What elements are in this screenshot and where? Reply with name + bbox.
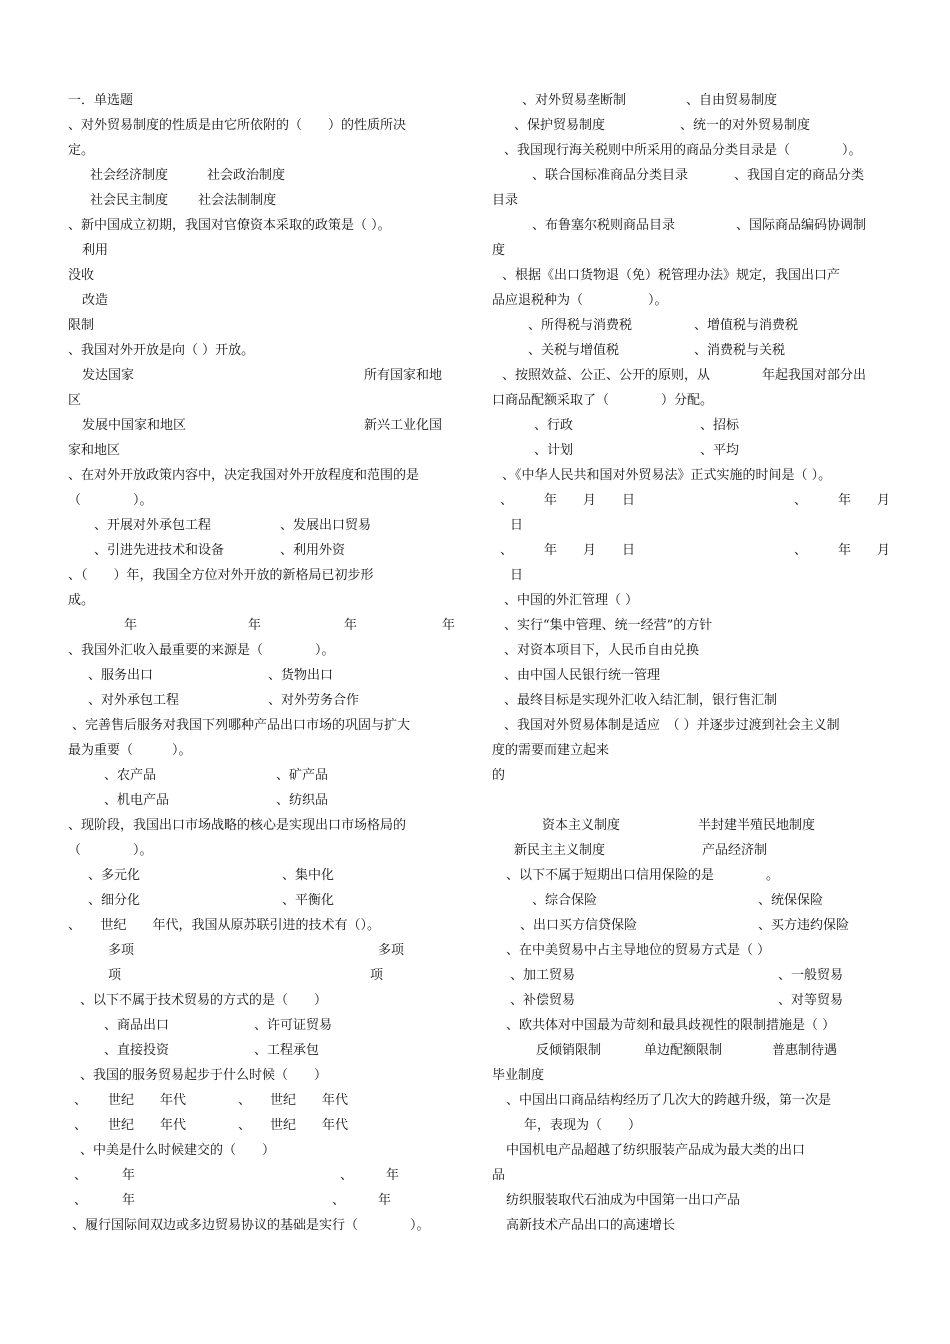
right-column [492,88,891,1238]
question-line: 度的需要而建立起来 [492,743,610,758]
option-line: 、 年 、 年 [74,1193,392,1208]
option-line: 目录 [492,193,519,208]
question-line: 最为重要（ ）。 [68,743,192,758]
question-line: 、中美是什么时候建交的（ ） [80,1143,276,1158]
question-line: 、以下不属于技术贸易的方式的是（ ） [80,993,328,1008]
option-line: 、综合保险 、统保保险 [532,893,824,908]
option-line: 、关税与增值税 、消费税与关税 [528,343,786,358]
question-line: 的 [492,768,506,783]
blank-line [492,788,884,813]
question-line: 、我国对外贸易体制是适应 （ ）并逐步过渡到社会主义制 [504,718,840,733]
option-line: 、所得税与消费税 、增值税与消费税 [528,318,799,333]
option-line: 资本主义制度 半封建半殖民地制度 [542,818,816,833]
option-line: 项 项 [108,968,384,983]
option-line: 区 [68,393,82,408]
question-line: 、欧共体对中国最为苛刻和最具歧视性的限制措施是（ ） [506,1018,836,1033]
option-line: 、加工贸易 、一般贸易 [510,968,844,983]
option-line: 、机电产品 、纺织品 [104,793,329,808]
option-line: 度 [492,243,506,258]
option-line: 、对外承包工程 、对外劳务合作 [88,693,360,708]
option-line: 、计划 、平均 [534,443,740,458]
option-line: 、由中国人民银行统一管理 [504,668,661,683]
question-line: 、我国外汇收入最重要的来源是（ ）。 [68,643,335,658]
option-line: 、 世纪 年代 、 世纪 年代 [74,1093,349,1108]
question-line: 、中国出口商品结构经历了几次大的跨越升级，第一次是 [506,1093,832,1108]
option-line: 、服务出口 、货物出口 [88,668,334,683]
option-line: 、补偿贸易 、对等贸易 [510,993,844,1008]
option-line: 发达国家 所有国家和地 [82,368,443,383]
option-line: 没收 [68,268,95,283]
option-line: 日 [510,518,524,533]
option-line: 高新技术产品出口的高速增长 [506,1218,676,1233]
question-line: 、完善售后服务对我国下列哪种产品出口市场的巩固与扩大 [72,718,411,733]
question-line: 年，表现为（ ） [524,1118,642,1133]
question-line: 定。 [68,143,95,158]
option-line: 、行政 、招标 [534,418,740,433]
option-line: 改造 [82,293,109,308]
option-line: 、农产品 、矿产品 [104,768,329,783]
option-line: 、 年 、 年 [74,1168,400,1183]
option-line: 毕业制度 [492,1068,545,1083]
question-line: 、新中国成立初期，我国对官僚资本采取的政策是（ ）。 [68,218,391,233]
option-line: 、开展对外承包工程 、发展出口贸易 [94,518,372,533]
option-line: 、多元化 、集中化 [88,868,335,883]
question-line: 、以下不属于短期出口信用保险的是 。 [506,868,780,883]
section-heading: 一．单选题 [68,93,134,108]
question-line: 、对外贸易制度的性质是由它所依附的（ ）的性质所决 [68,118,407,133]
question-line: 、履行国际间双边或多边贸易协议的基础是实行（ ）。 [72,1218,430,1233]
question-line: （ ）。 [68,843,153,858]
question-line: 成。 [68,593,95,608]
question-line: 、《中华人民共和国对外贸易法》正式实施的时间是（ ）。 [502,468,832,483]
option-line: 、出口买方信贷保险 、买方违约保险 [520,918,850,933]
question-line: 、在对外开放政策内容中，决定我国对外开放程度和范围的是 [68,468,420,483]
option-line: 中国机电产品超越了纺织服装产品成为最大类的出口 [506,1143,806,1158]
option-line: 品 [492,1168,506,1183]
option-line: 、直接投资 、工程承包 [104,1043,320,1058]
question-line: （ ）。 [68,493,153,508]
question-line: 、在中美贸易中占主导地位的贸易方式是（ ） [506,943,771,958]
option-line: 社会民主制度 社会法制制度 [90,193,277,208]
question-line: 、现阶段，我国出口市场战略的核心是实现出口市场格局的 [68,818,407,833]
option-line: 、引进先进技术和设备 、利用外资 [94,543,346,558]
option-line: 新民主主义制度 产品经济制 [514,843,768,858]
option-line: 发展中国家和地区 新兴工业化国 [82,418,443,433]
option-line: 、 年 月 日 、 年 月 [500,543,891,558]
question-line: 、按照效益、公正、公开的原则，从 年起我国对部分出 [502,368,867,383]
option-line: 年 年 年 年 [124,618,456,633]
option-line: 、 世纪 年代 、 世纪 年代 [74,1118,349,1133]
option-line: 、细分化 、平衡化 [88,893,335,908]
question-line: 、我国现行海关税则中所采用的商品分类目录是（ ）。 [504,143,862,158]
question-line: 、我国的服务贸易起步于什么时候（ ） [80,1068,328,1083]
question-line: 、（ ）年，我国全方位对外开放的新格局已初步形 [68,568,374,583]
question-line: 、我国对外开放是向（ ）开放。 [68,343,255,358]
option-line: 纺织服装取代石油成为中国第一出口产品 [506,1193,741,1208]
option-line: 多项 多项 [108,943,405,958]
option-line: 、实行“集中管理、统一经营”的方针 [504,618,713,633]
question-line: 、根据《出口货物退（免）税管理办法》规定，我国出口产 [502,268,841,283]
option-line: 限制 [68,318,95,333]
option-line: 、保护贸易制度 、统一的对外贸易制度 [514,118,811,133]
option-line: 、布鲁塞尔税则商品目录 、国际商品编码协调制 [532,218,867,233]
left-column [68,88,460,1238]
option-line: 、商品出口 、许可证贸易 [104,1018,333,1033]
question-line: 口商品配额采取了（ ）分配。 [492,393,714,408]
option-line: 、对资本项目下，人民币自由兑换 [504,643,700,658]
option-line: 、联合国标准商品分类目录 、我国自定的商品分类 [532,168,865,183]
option-line: 、 年 月 日 、 年 月 [500,493,891,508]
option-line: 、最终目标是实现外汇收入结汇制，银行售汇制 [504,693,778,708]
question-line: 、 世纪 年代，我国从原苏联引进的技术有（）。 [68,918,381,933]
option-line: 家和地区 [68,443,121,458]
option-line: 社会经济制度 社会政治制度 [90,168,286,183]
question-line: 品应退税种为（ ）。 [492,293,668,308]
option-line: 日 [510,568,524,583]
option-line: 反倾销限制 单边配额限制 普惠制待遇 [536,1043,838,1058]
question-line: 、中国的外汇管理（ ） [504,593,639,608]
option-line: 利用 [82,243,109,258]
option-line: 、对外贸易垄断制 、自由贸易制度 [522,93,778,108]
